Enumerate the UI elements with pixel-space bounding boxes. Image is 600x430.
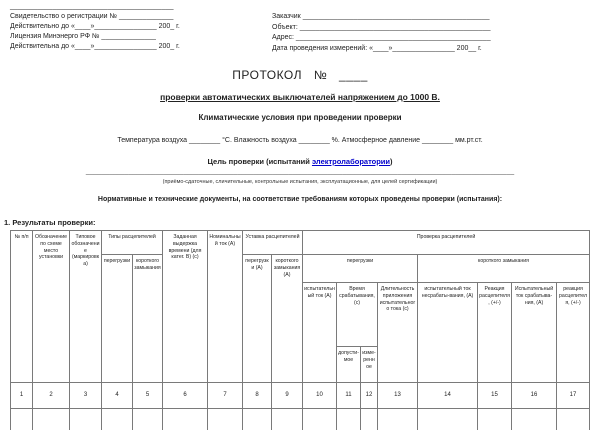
measurement-date-line: Дата проведения измерений: «____»________________ 200__ г. [272, 44, 482, 52]
col-time-allowed-header: допусти-мое [337, 347, 361, 383]
address-line: Адрес: __________________________________________________ [272, 34, 491, 41]
col-setting-short-header: короткого замыкания (А) [272, 255, 303, 383]
result-cell [163, 409, 208, 430]
column-number-cell: 16 [512, 383, 557, 409]
column-number-cell: 13 [378, 383, 418, 409]
column-number-cell: 14 [418, 383, 478, 409]
customer-line: Заказчик ________________________________________________ [272, 13, 490, 20]
column-number-cell: 8 [243, 383, 272, 409]
check-group-header: Проверка расцепителей [303, 231, 590, 255]
climate-conditions-heading: Климатические условия при проведении проверки [198, 113, 402, 122]
certificate-line: Свидетельство о регистрации № ______________ [10, 13, 174, 20]
result-cell [33, 409, 70, 430]
customer-block [272, 12, 592, 54]
column-number-cell: 17 [557, 383, 590, 409]
protocol-title: ПРОТОКОЛ № ____ [232, 68, 368, 82]
registration-block [10, 2, 260, 52]
purpose-answer-line: ______________________________________________________________________________________________________________ [85, 168, 515, 175]
result-cell [361, 409, 378, 430]
certificate-valid-line: Действительно до «____»________________ 200_ г. [10, 23, 180, 30]
column-numbers-row [11, 383, 590, 409]
col-nominal-current-header: Номинальный ток (А) [208, 231, 243, 383]
results-section-heading: 1. Результаты проверки: [4, 218, 96, 227]
empty-data-row [11, 409, 590, 430]
result-cell [243, 409, 272, 430]
purpose-prefix: Цель проверки (испытаний [207, 157, 312, 166]
result-cell [337, 409, 361, 430]
result-cell [512, 409, 557, 430]
column-number-cell: 3 [70, 383, 102, 409]
normative-documents-heading: Нормативные и технические документы, на соответствие требованиям которых проведены проверки (испытания): [97, 196, 503, 203]
result-cell [478, 409, 512, 430]
col-duration-header: Длительность приложения испытательного тока (с) [378, 283, 418, 383]
col-designation-header: Обозначение по схеме место установки [33, 231, 70, 383]
col-type-marking-header: Типовое обозначение (маркировка) [70, 231, 102, 383]
purpose-note: (приёмо-сдаточные, сличительные, контрольные испытания, эксплуатационные, для целей сертификации) [162, 179, 438, 185]
col-reaction-2-header: реакция расцепителя, (+/-) [557, 283, 590, 383]
column-number-cell: 1 [11, 383, 33, 409]
result-cell [303, 409, 337, 430]
result-cell [11, 409, 33, 430]
protocol-subject: проверки автоматических выключателей напряжением до 1000 В. [160, 92, 440, 102]
result-cell [102, 409, 133, 430]
col-time-measured-header: изме-ренное [361, 347, 378, 383]
col-setting-overload-header: перегрузки (А) [243, 255, 272, 383]
check-overload-group-header: перегрузки [303, 255, 418, 283]
result-cell [208, 409, 243, 430]
column-number-cell: 5 [133, 383, 163, 409]
col-trip-type-overload-header: перегрузки [102, 255, 133, 383]
column-number-cell: 15 [478, 383, 512, 409]
purpose-heading [0, 157, 600, 166]
results-table [10, 230, 590, 430]
column-number-cell: 11 [337, 383, 361, 409]
col-no-trip-current-header: испытательный ток несрабаты-вания, (А) [418, 283, 478, 383]
col-test-current-header: испытательный ток (А) [303, 283, 337, 383]
column-number-cell: 12 [361, 383, 378, 409]
result-cell [378, 409, 418, 430]
registration-overline: __________________________________________ [10, 3, 174, 10]
check-short-group-header: короткого замыкания [418, 255, 590, 283]
column-number-cell: 2 [33, 383, 70, 409]
column-number-cell: 9 [272, 383, 303, 409]
col-num-header: № п/п [11, 231, 33, 383]
col-trip-type-short-header: короткого замыкания [133, 255, 163, 383]
result-cell [272, 409, 303, 430]
result-cell [70, 409, 102, 430]
col-reaction-1-header: Реакция расцепителя, (+/-) [478, 283, 512, 383]
license-valid-line: Действительна до «____»________________ 200_ г. [10, 43, 180, 50]
setting-group-header: Уставка расцепителей [243, 231, 303, 255]
col-delay-header: Заданная выдержка времени (для катег. В) (с) [163, 231, 208, 383]
result-cell [557, 409, 590, 430]
result-cell [418, 409, 478, 430]
column-number-cell: 7 [208, 383, 243, 409]
climate-values-line: Температура воздуха ________ °С. Влажность воздуха ________ %. Атмосферное давление ________ мм.рт.ст. [117, 137, 483, 144]
column-number-cell: 4 [102, 383, 133, 409]
col-trip-current-header: Испытательный ток срабатыва-ния, (А) [512, 283, 557, 383]
electrolab-link[interactable]: электролаборатории [311, 157, 391, 166]
column-number-cell: 6 [163, 383, 208, 409]
trip-time-group-header: Время срабатывания, (с) [337, 283, 378, 347]
object-line: Объект: _________________________________________________ [272, 23, 491, 31]
column-number-cell: 10 [303, 383, 337, 409]
trip-types-group-header: Типы расцепителей [102, 231, 163, 255]
purpose-suffix: ) [390, 157, 393, 166]
license-line: Лицензия Минэнерго РФ № ______________ [10, 33, 156, 40]
result-cell [133, 409, 163, 430]
